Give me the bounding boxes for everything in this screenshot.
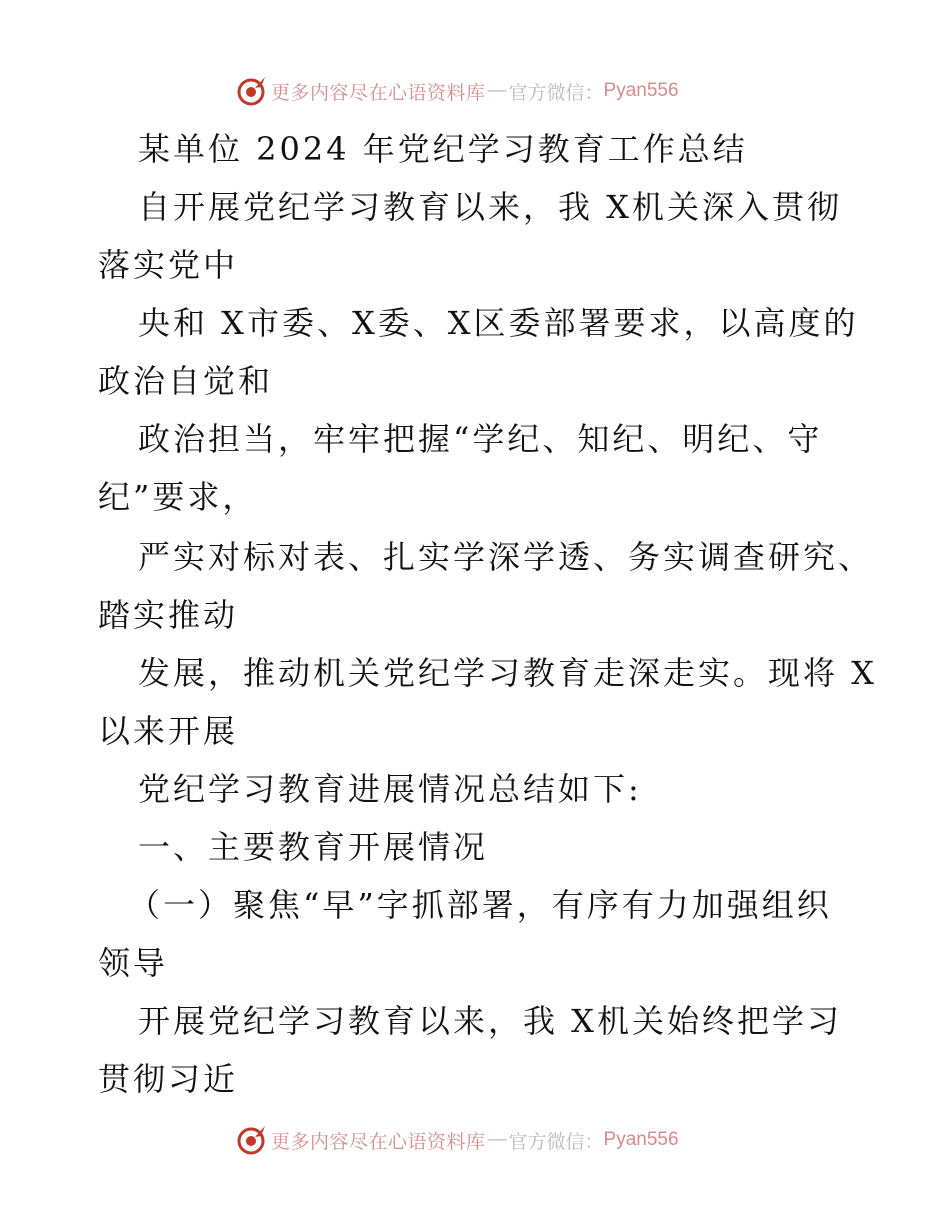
paragraph-line: 落实党中 xyxy=(98,246,239,284)
watermark-wechat-label: 官方微信： xyxy=(508,1131,604,1153)
paragraph-line: 踏实推动 xyxy=(98,596,239,634)
header-watermark xyxy=(235,74,679,108)
watermark-wechat-label: 官方微信： xyxy=(508,82,604,104)
watermark-dash: — xyxy=(487,1129,507,1150)
watermark-site-text: 更多内容尽在心语资料库 xyxy=(271,82,486,104)
paragraph-line: 纪”要求， xyxy=(98,478,258,516)
paragraph-line: 自开展党纪学习教育以来，我 X机关深入贯彻 xyxy=(138,188,842,226)
paragraph-line: 政治担当，牢牢把握“学纪、知纪、明纪、守 xyxy=(138,420,823,458)
paragraph-line: 领导 xyxy=(98,944,169,982)
paragraph-line: 严实对标对表、扎实学深学透、务实调查研究、 xyxy=(138,538,874,576)
watermark-site-text: 更多内容尽在心语资料库 xyxy=(271,1131,486,1153)
paragraph-line: 央和 X市委、X委、X区委部署要求，以高度的 xyxy=(138,304,859,342)
watermark-wechat-id: Pyan556 xyxy=(603,80,679,101)
paragraph-line: 党纪学习教育进展情况总结如下: xyxy=(138,770,642,808)
watermark-wechat-id: Pyan556 xyxy=(603,1129,679,1150)
quill-logo-icon xyxy=(235,75,267,107)
section-heading: 一、主要教育开展情况 xyxy=(138,828,489,866)
paragraph-line: 贯彻习近 xyxy=(98,1060,239,1098)
paragraph-line: 发展，推动机关党纪学习教育走深走实。现将 X xyxy=(138,654,877,692)
subsection-heading: （一）聚焦“早”字抓部署，有序有力加强组织 xyxy=(128,886,832,924)
paragraph-line: 政治自觉和 xyxy=(98,362,274,400)
document-title: 某单位 2024 年党纪学习教育工作总结 xyxy=(138,130,748,168)
paragraph-line: 以来开展 xyxy=(98,712,239,750)
footer-watermark xyxy=(235,1123,679,1157)
quill-logo-icon xyxy=(235,1124,267,1156)
watermark-dash: — xyxy=(487,80,507,101)
paragraph-line: 开展党纪学习教育以来，我 X机关始终把学习 xyxy=(138,1002,842,1040)
